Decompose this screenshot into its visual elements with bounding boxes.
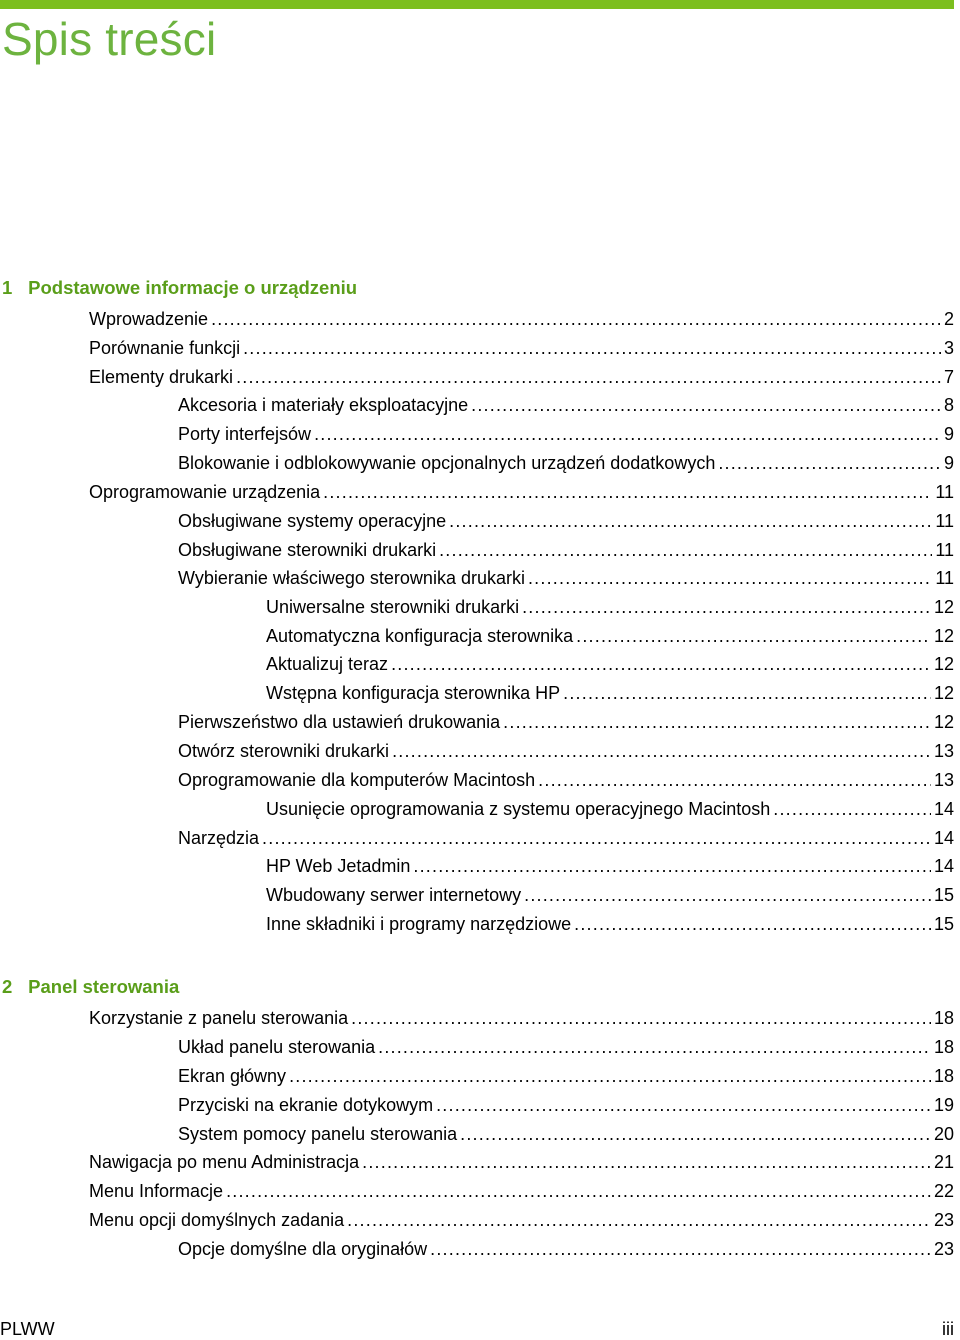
- chapter-heading[interactable]: [2, 975, 954, 999]
- toc-entry-label: Menu Informacje: [89, 1181, 224, 1201]
- toc-entry-page: 14: [933, 856, 954, 876]
- dot-leader: [528, 565, 932, 591]
- toc-entry-page: 11: [935, 540, 954, 560]
- toc-entry[interactable]: [178, 825, 954, 851]
- toc-entry-page: 12: [933, 597, 954, 617]
- dot-leader: [314, 421, 941, 447]
- toc-entry-page: 20: [933, 1124, 954, 1144]
- dot-leader: [439, 537, 932, 563]
- dot-leader: [362, 1149, 931, 1175]
- dot-leader: [323, 479, 932, 505]
- toc-entry-label: Uniwersalne sterowniki drukarki: [266, 597, 520, 617]
- toc-entry-label: Inne składniki i programy narzędziowe: [266, 914, 572, 934]
- toc-entry[interactable]: [89, 1149, 954, 1175]
- toc-entry[interactable]: [89, 479, 954, 505]
- dot-leader: [236, 364, 941, 390]
- toc-entry-label: Ekran główny: [178, 1066, 287, 1086]
- dot-leader: [413, 853, 931, 879]
- toc-entry-page: 8: [943, 395, 954, 415]
- dot-leader: [378, 1034, 931, 1060]
- toc-entry-label: Wybieranie właściwego sterownika drukarki: [178, 568, 525, 588]
- toc-entry-page: 19: [933, 1095, 954, 1115]
- toc-entry-page: 18: [933, 1008, 954, 1028]
- chapter-heading[interactable]: [2, 276, 954, 300]
- dot-leader: [563, 680, 931, 706]
- page-title: Spis treści: [2, 13, 217, 65]
- toc-entry[interactable]: [89, 364, 954, 390]
- toc-entry[interactable]: [178, 738, 954, 764]
- toc-entry[interactable]: [178, 450, 954, 476]
- toc-entry[interactable]: [266, 911, 954, 937]
- dot-leader: [471, 392, 941, 418]
- footer-page-number: iii: [942, 1319, 954, 1339]
- toc-entry[interactable]: [89, 335, 954, 361]
- toc-entry[interactable]: [178, 421, 954, 447]
- toc-entry-label: Porównanie funkcji: [89, 338, 241, 358]
- toc-entry[interactable]: [266, 680, 954, 706]
- toc-entry-label: Narzędzia: [178, 828, 260, 848]
- dot-leader: [226, 1178, 931, 1204]
- header-rule: [0, 0, 954, 9]
- toc-entry-page: 22: [933, 1181, 954, 1201]
- toc-entry-page: 23: [933, 1239, 954, 1259]
- toc-entry-page: 9: [943, 424, 954, 444]
- toc-entry-page: 12: [933, 712, 954, 732]
- toc-entry-page: 14: [933, 828, 954, 848]
- toc-entry[interactable]: [89, 306, 954, 332]
- toc-entry-label: Oprogramowanie urządzenia: [89, 482, 321, 502]
- toc-entry-label: Obsługiwane sterowniki drukarki: [178, 540, 437, 560]
- toc-entry[interactable]: [178, 508, 954, 534]
- toc-entry-page: 18: [933, 1037, 954, 1057]
- dot-leader: [718, 450, 941, 476]
- dot-leader: [351, 1005, 931, 1031]
- toc-entry[interactable]: [178, 709, 954, 735]
- toc-entry-label: Opcje domyślne dla oryginałów: [178, 1239, 428, 1259]
- dot-leader: [574, 911, 931, 937]
- toc-entry-page: 18: [933, 1066, 954, 1086]
- toc-entry-label: Automatyczna konfiguracja sterownika: [266, 626, 574, 646]
- dot-leader: [449, 508, 932, 534]
- toc-entry-label: Otwórz sterowniki drukarki: [178, 741, 390, 761]
- dot-leader: [392, 738, 931, 764]
- dot-leader: [538, 767, 931, 793]
- toc-entry-page: 21: [933, 1152, 954, 1172]
- toc-entry-page: 23: [933, 1210, 954, 1230]
- toc-entry-page: 11: [935, 482, 954, 502]
- dot-leader: [289, 1063, 931, 1089]
- dot-leader: [773, 796, 931, 822]
- toc-entry-page: 3: [943, 338, 954, 358]
- toc-entry-label: Blokowanie i odblokowywanie opcjonalnych urządzeń dodatkowych: [178, 453, 716, 473]
- toc-entry[interactable]: [178, 767, 954, 793]
- toc-entry-page: 14: [933, 799, 954, 819]
- toc-entry-page: 12: [933, 626, 954, 646]
- dot-leader: [347, 1207, 931, 1233]
- dot-leader: [436, 1092, 931, 1118]
- toc-entry-label: Wbudowany serwer internetowy: [266, 885, 522, 905]
- toc-entry[interactable]: [266, 623, 954, 649]
- toc-entry[interactable]: [266, 796, 954, 822]
- chapter-number: 1: [2, 277, 13, 298]
- toc-entry[interactable]: [178, 537, 954, 563]
- toc-entry-page: 15: [933, 914, 954, 934]
- toc-entry-page: 11: [935, 568, 954, 588]
- toc-entry[interactable]: [266, 651, 954, 677]
- toc-entry[interactable]: [266, 594, 954, 620]
- chapter-number: 2: [2, 976, 13, 997]
- toc-entry-page: 7: [943, 367, 954, 387]
- toc-entry-page: 13: [933, 770, 954, 790]
- dot-leader: [243, 335, 941, 361]
- toc-entry-label: Menu opcji domyślnych zadania: [89, 1210, 345, 1230]
- toc-entry-label: Akcesoria i materiały eksploatacyjne: [178, 395, 469, 415]
- toc-entry[interactable]: [178, 1121, 954, 1147]
- toc-entry-page: 15: [933, 885, 954, 905]
- toc-entry-label: Porty interfejsów: [178, 424, 312, 444]
- dot-leader: [262, 825, 931, 851]
- toc-entry-label: Przyciski na ekranie dotykowym: [178, 1095, 434, 1115]
- toc-entry[interactable]: [178, 392, 954, 418]
- toc-entry-label: Elementy drukarki: [89, 367, 234, 387]
- dot-leader: [522, 594, 931, 620]
- footer-doc-code: PLWW: [0, 1319, 55, 1339]
- dot-leader: [430, 1236, 931, 1262]
- toc-entry-label: HP Web Jetadmin: [266, 856, 411, 876]
- toc-entry[interactable]: [89, 1005, 954, 1031]
- toc-entry[interactable]: [266, 882, 954, 908]
- toc-entry-label: Wprowadzenie: [89, 309, 209, 329]
- dot-leader: [503, 709, 931, 735]
- dot-leader: [524, 882, 931, 908]
- dot-leader: [211, 306, 941, 332]
- toc-entry[interactable]: [178, 1034, 954, 1060]
- dot-leader: [391, 651, 931, 677]
- chapter-title: Podstawowe informacje o urządzeniu: [28, 277, 358, 298]
- toc-entry-label: Nawigacja po menu Administracja: [89, 1152, 360, 1172]
- toc-entry[interactable]: [89, 1207, 954, 1233]
- toc-entry[interactable]: [266, 853, 954, 879]
- toc-entry-label: Obsługiwane systemy operacyjne: [178, 511, 447, 531]
- toc-entry-label: Korzystanie z panelu sterowania: [89, 1008, 349, 1028]
- toc-entry-label: Układ panelu sterowania: [178, 1037, 376, 1057]
- toc-entry-page: 11: [935, 511, 954, 531]
- toc-entry-label: Aktualizuj teraz: [266, 654, 389, 674]
- toc-entry-label: Oprogramowanie dla komputerów Macintosh: [178, 770, 536, 790]
- toc-entry-page: 9: [943, 453, 954, 473]
- toc-entry[interactable]: [178, 565, 954, 591]
- dot-leader: [576, 623, 931, 649]
- toc-entry-label: Pierwszeństwo dla ustawień drukowania: [178, 712, 501, 732]
- toc-entry-page: 13: [933, 741, 954, 761]
- toc-entry[interactable]: [178, 1236, 954, 1262]
- toc-entry-page: 12: [933, 683, 954, 703]
- toc-entry-page: 12: [933, 654, 954, 674]
- toc-entry-label: Wstępna konfiguracja sterownika HP: [266, 683, 561, 703]
- toc-entry-label: Usunięcie oprogramowania z systemu operacyjnego Macintosh: [266, 799, 771, 819]
- toc-entry-page: 2: [943, 309, 954, 329]
- toc-entry[interactable]: [178, 1092, 954, 1118]
- toc-entry-label: System pomocy panelu sterowania: [178, 1124, 458, 1144]
- toc-entry[interactable]: [89, 1178, 954, 1204]
- toc-entry[interactable]: [178, 1063, 954, 1089]
- chapter-title: Panel sterowania: [28, 976, 180, 997]
- dot-leader: [460, 1121, 931, 1147]
